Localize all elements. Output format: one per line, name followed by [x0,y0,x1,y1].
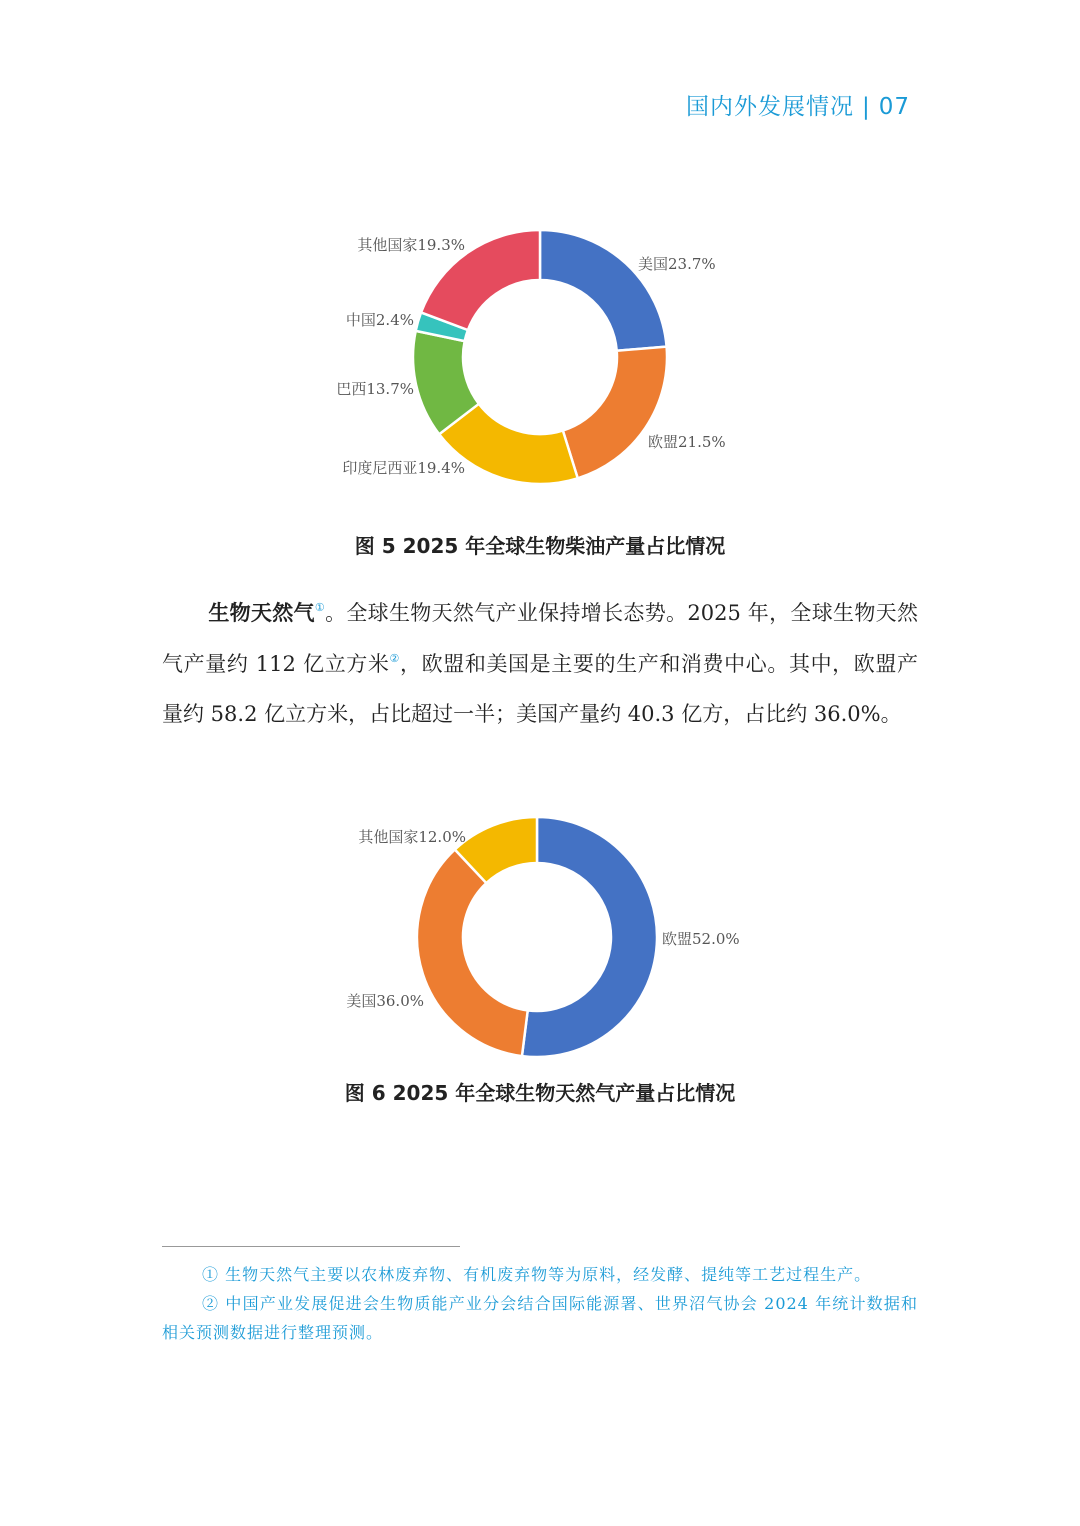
page-number: 07 [878,94,910,120]
figure6-caption: 图 6 2025 年全球生物天然气产量占比情况 [344,1081,736,1105]
body-lead: 生物天然气 [208,601,315,625]
slice-label-1-2: 印度尼西亚19.4% [342,459,465,477]
figure5-caption: 图 5 2025 年全球生物柴油产量占比情况 [354,534,726,558]
header-separator: | [861,94,871,120]
slice-label-1-5: 其他国家19.3% [357,236,465,254]
donut-slice-1-0 [540,230,667,351]
slice-label-2-2: 其他国家12.0% [358,828,466,846]
footnote-1: ① 生物天然气主要以农林废弃物、有机废弃物等为原料，经发酵、提纯等工艺过程生产。 [202,1265,872,1284]
biodiesel-donut-chart [0,210,1080,510]
slice-label-1-1: 欧盟21.5% [648,433,726,451]
body-part-2: ，欧盟和美国是主要的生产和消费中心。其中，欧盟产量约 58.2 亿立方米，占比超过一半；美国产量约 40.3 亿方，占比约 36.0%。 [162,651,919,726]
slice-label-1-4: 中国2.4% [345,311,414,329]
donut-slice-2-1 [417,850,528,1057]
slice-label-1-3: 巴西13.7% [336,380,414,398]
slice-label-1-0: 美国23.7% [638,255,716,273]
section-title: 国内外发展情况 [685,94,854,120]
footnote-ref-1[interactable]: ① [314,601,326,614]
body-paragraph [162,588,918,740]
footnote-divider [162,1246,460,1247]
footnote-ref-2[interactable]: ② [389,651,401,665]
donut-slice-1-1 [563,347,667,479]
donut-slice-2-0 [522,817,657,1057]
slice-label-2-0: 欧盟52.0% [662,930,740,948]
footnotes [162,1260,918,1347]
body-part-1: 。全球生物天然气产业保持增长态势。2025 年，全球生物天然气产量约 112 亿立方米 [162,601,918,676]
slice-label-2-1: 美国36.0% [346,992,424,1010]
biogas-donut-chart [0,800,1080,1070]
page-header [686,88,910,121]
footnote-2: ② 中国产业发展促进会生物质能产业分会结合国际能源署、世界沼气协会 2024 年统计数据和相关预测数据进行整理预测。 [162,1294,918,1342]
